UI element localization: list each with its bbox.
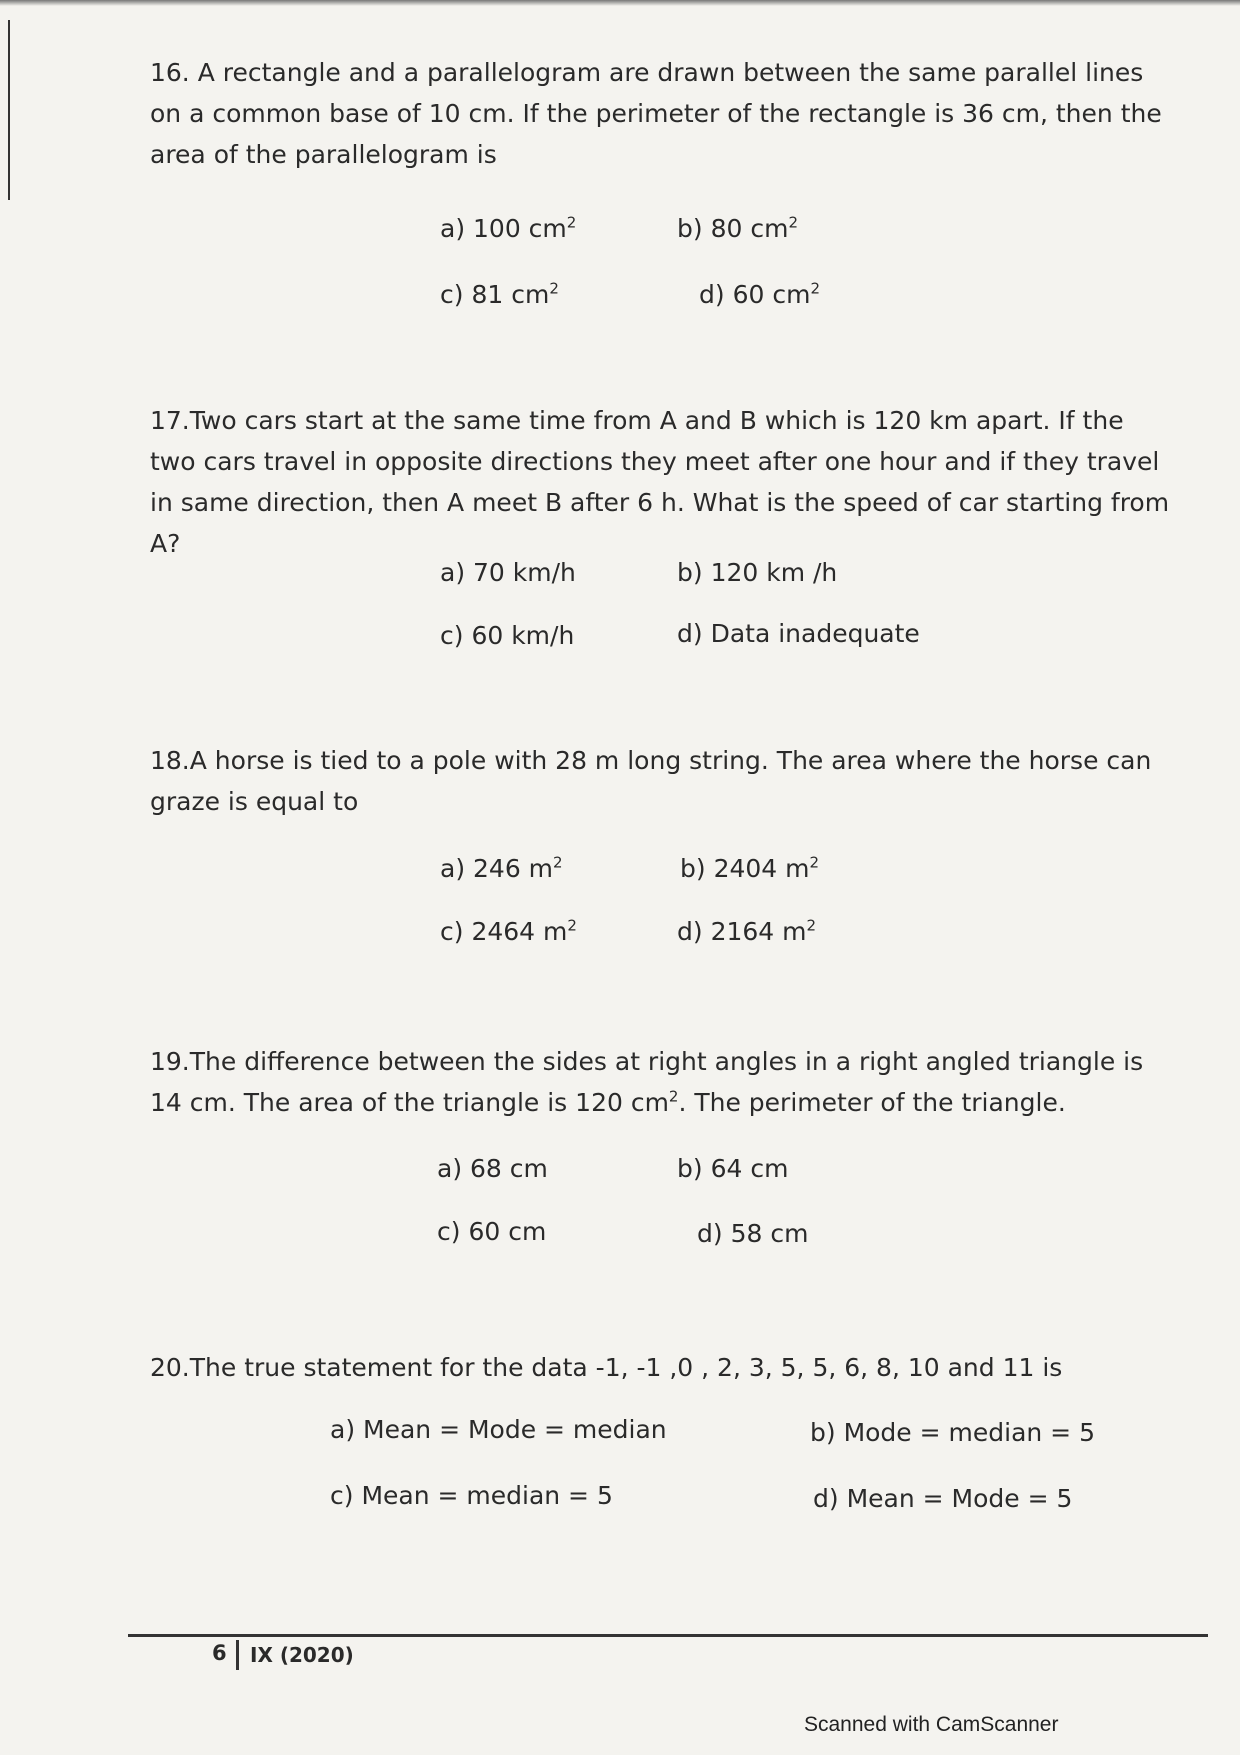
q16-option-d: d) 60 $cm^2$ [699, 279, 820, 309]
question-19: 19.The difference between the sides at right angles in a right angled triangle is 14 cm. The area of the triangle is 120 $cm^2$. The perimeter of the triangle. [150, 1047, 1144, 1117]
q19-option-a: a) 68 cm [437, 1154, 548, 1183]
q19-option-c: c) 60 cm [437, 1217, 547, 1246]
q18-option-d: d) 2164 $m^2$ [677, 916, 817, 946]
q17-option-d: d) Data inadequate [677, 619, 920, 648]
q19-option-d: d) 58 cm [697, 1219, 809, 1248]
q16-option-c: c) 81 $cm^2$ [440, 279, 559, 309]
class-label: IX (2020) [250, 1643, 354, 1667]
q18-option-a: a) 246 $m^2$ [440, 853, 563, 883]
q17-option-a: a) 70 km/h [440, 558, 576, 587]
q18-option-b: b) 2404 $m^2$ [680, 853, 820, 883]
q19-option-b: b) 64 cm [677, 1154, 789, 1183]
q16-option-b: b) 80 $cm^2$ [677, 213, 798, 243]
q20-option-d: d) Mean = Mode = 5 [813, 1484, 1073, 1513]
page-number: 6 [212, 1641, 227, 1665]
q20-option-b: b) Mode = median = 5 [810, 1418, 1095, 1447]
q17-option-b: b) 120 km /h [677, 558, 838, 587]
footer-separator [236, 1640, 239, 1670]
camscanner-watermark: Scanned with CamScanner [804, 1713, 1059, 1736]
q16-option-a: a) 100 $cm^2$ [440, 213, 577, 243]
question-18: 18.A horse is tied to a pole with 28 m long string. The area where the horse can graze is equal to [150, 746, 1152, 816]
page-left-edge [8, 20, 10, 200]
q17-option-c: c) 60 km/h [440, 621, 575, 650]
q20-option-a: a) Mean = Mode = median [330, 1415, 667, 1444]
q20-option-c: c) Mean = median = 5 [330, 1481, 613, 1510]
q18-option-c: c) 2464 $m^2$ [440, 916, 577, 946]
footer-rule [128, 1634, 1208, 1637]
question-16: 16. A rectangle and a parallelogram are drawn between the same parallel lines on a common base of 10 cm. If the perimeter of the rectangle is 36 cm, then the area of the parallelogram is [150, 58, 1162, 169]
question-20: 20.The true statement for the data -1, -1 ,0 , 2, 3, 5, 5, 6, 8, 10 and 11 is [150, 1353, 1063, 1382]
page-top-shadow [0, 0, 1240, 6]
question-17: 17.Two cars start at the same time from A and B which is 120 km apart. If the two cars travel in opposite directions they meet after one hour and if they travel in same direction, then A meet B after 6 h. What is the speed of car starting from A? [150, 406, 1170, 558]
